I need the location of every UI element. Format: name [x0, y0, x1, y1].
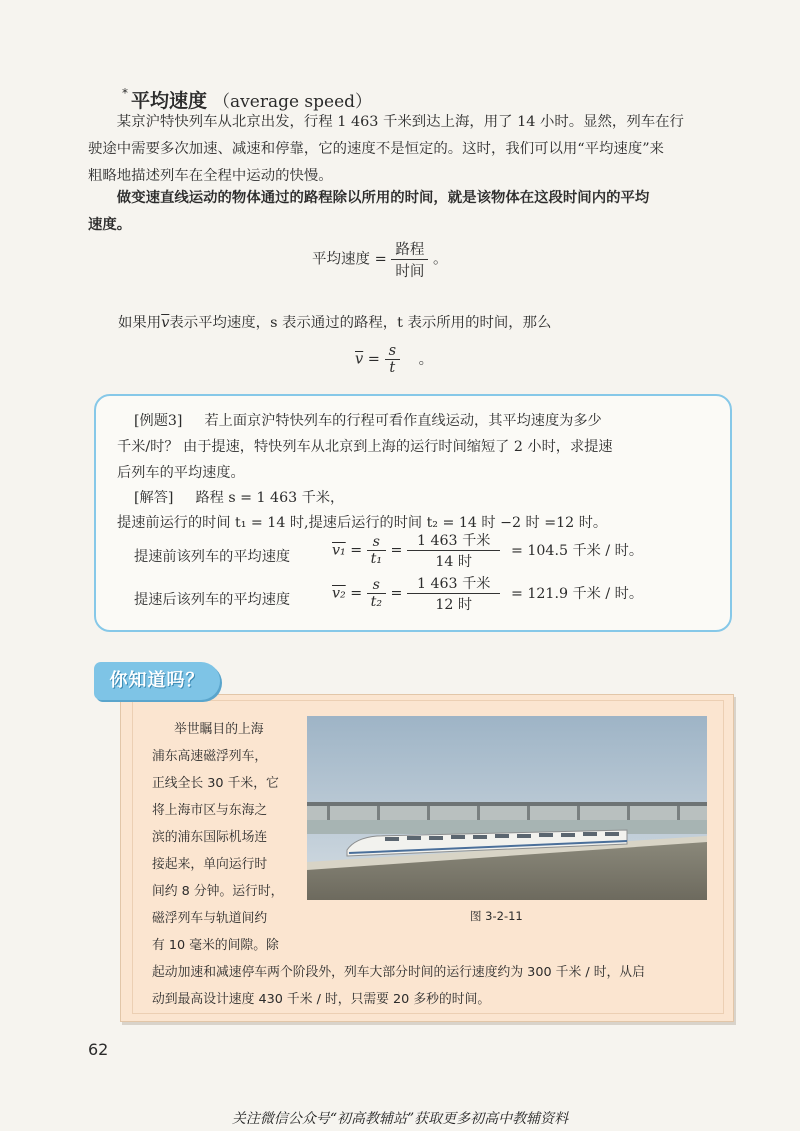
title-en: （average speed）	[213, 92, 373, 112]
before-speed-result: = 104.5 千米 / 时。	[510, 542, 644, 559]
know-text-line: 滨的浦东国际机场连	[152, 830, 268, 845]
symbolic-formula	[355, 343, 433, 376]
formula-numerator: 路程	[391, 238, 428, 260]
v1-symbol: v₁	[332, 542, 346, 559]
maglev-train-photo	[307, 716, 707, 900]
fraction-numerator: s	[367, 577, 386, 594]
fraction-denominator: t₂	[370, 594, 383, 610]
know-text-line: 举世瞩目的上海	[174, 722, 264, 737]
definition-line: 做变速直线运动的物体通过的路程除以所用的时间，就是该物体在这段时间内的平均	[116, 190, 650, 206]
v-bar-symbol: $\overline{v}$	[355, 351, 364, 368]
know-text-line: 间约 8 分钟。运行时，	[152, 884, 284, 899]
answer-label: [解答]	[134, 490, 174, 506]
notation-text: 表示平均速度，s 表示通过的路程，t 表示所用的时间，那么	[169, 315, 552, 331]
notation-line	[118, 311, 551, 332]
formula-end: 。	[418, 351, 434, 368]
know-text-line: 接起来，单向运行时	[152, 857, 268, 872]
fraction-denominator: 12 时	[435, 597, 473, 613]
before-numeric-fraction	[407, 530, 501, 571]
answer-distance: 路程 s = 1 463 千米，	[195, 490, 345, 506]
v2-symbol: v₂	[332, 585, 346, 602]
definition-paragraph	[88, 185, 736, 239]
fraction-denominator: 14 时	[435, 554, 473, 570]
intro-line: 驶途中需要多次加速、减速和停靠，它的速度不是恒定的。这时，我们可以用“平均速度”来	[88, 141, 664, 157]
title-cn: 平均速度	[131, 90, 208, 112]
answer-line	[134, 487, 344, 507]
before-symbolic-fraction	[367, 534, 386, 567]
average-speed-formula	[312, 238, 447, 281]
answer-times: 提速前运行的时间 t₁ = 14 时,提速后运行的时间 t₂ = 14 时 −2 时 =12 时。	[117, 515, 608, 531]
example-label: [例题3]	[134, 413, 183, 429]
formula-end: 。	[432, 251, 448, 268]
fraction-denominator: t₁	[370, 551, 383, 567]
formula-equals: =	[363, 351, 385, 368]
figure-caption: 图 3-2-11	[470, 909, 523, 923]
know-text-line: 动到最高设计速度 430 千米 / 时，只需要 20 多秒的时间。	[152, 992, 491, 1007]
after-speed-result: = 121.9 千米 / 时。	[510, 585, 644, 602]
formula-denominator: 时间	[395, 264, 425, 280]
did-you-know-label: 你知道吗？	[109, 670, 205, 691]
before-speed-label: 提速前该列车的平均速度	[134, 549, 291, 565]
after-speed-label: 提速后该列车的平均速度	[134, 592, 291, 608]
know-text-line: 正线全长 30 千米，它	[152, 776, 279, 791]
example-question-line: 后列车的平均速度。	[117, 465, 245, 481]
after-numeric-fraction	[407, 573, 501, 614]
optional-marker: *	[122, 86, 128, 100]
fraction-numerator: s	[367, 534, 386, 551]
formula-fraction	[385, 343, 400, 376]
intro-line: 粗略地描述列车在全程中运动的快慢。	[88, 168, 333, 184]
know-text-line: 有 10 毫米的间隙。除	[152, 938, 279, 953]
definition-line: 速度。	[88, 217, 132, 233]
example-question: 若上面京沪特快列车的行程可看作直线运动，其平均速度为多少	[204, 413, 602, 429]
fraction-numerator: 1 463 千米	[407, 530, 501, 551]
v-bar-symbol: $\overline{v}$	[161, 315, 170, 331]
maglev-illustration	[307, 716, 707, 900]
formula-numerator: s	[385, 343, 400, 360]
after-symbolic-fraction	[367, 577, 386, 610]
before-speed-formula: v₁ = $\frac{s}{\text{t₁}}$ = $\frac{\text{1 463 千米}}{\text{14 时}}$ = 104.5 千米 / 时。	[332, 530, 643, 571]
formula-denominator: t	[389, 360, 396, 376]
page-number: 62	[88, 1040, 109, 1059]
know-text-line: 起动加速和减速停车两个阶段外，列车大部分时间的运行速度约为 300 千米 / 时，从启	[152, 965, 645, 980]
notation-pre: 如果用	[118, 315, 162, 331]
intro-paragraph	[88, 109, 736, 190]
know-text-line: 浦东高速磁浮列车，	[152, 749, 268, 764]
intro-line: 某京沪特快列车从北京出发，行程 1 463 千米到达上海，用了 14 小时。显然，列车在行	[116, 114, 684, 130]
example-question-line: 千米/时？ 由于提速，特快列车从北京到上海的运行时间缩短了 2 小时，求提速	[117, 439, 613, 455]
know-text-line: 磁浮列车与轨道间约	[152, 911, 268, 926]
formula-lhs: 平均速度 =	[312, 251, 387, 268]
fraction-numerator: 1 463 千米	[407, 573, 501, 594]
formula-fraction	[391, 238, 428, 281]
did-you-know-tag	[94, 662, 220, 700]
footer-note: 关注微信公众号“初高教辅站”获取更多初高中教辅资料	[231, 1111, 569, 1127]
know-text-line: 将上海市区与东海之	[152, 803, 268, 818]
after-speed-formula: v₂ = $\frac{s}{\text{t₂}}$ = $\frac{\text{1 463 千米}}{\text{12 时}}$ = 121.9 千米 / 时。	[332, 573, 643, 614]
example-question-line	[134, 410, 602, 430]
